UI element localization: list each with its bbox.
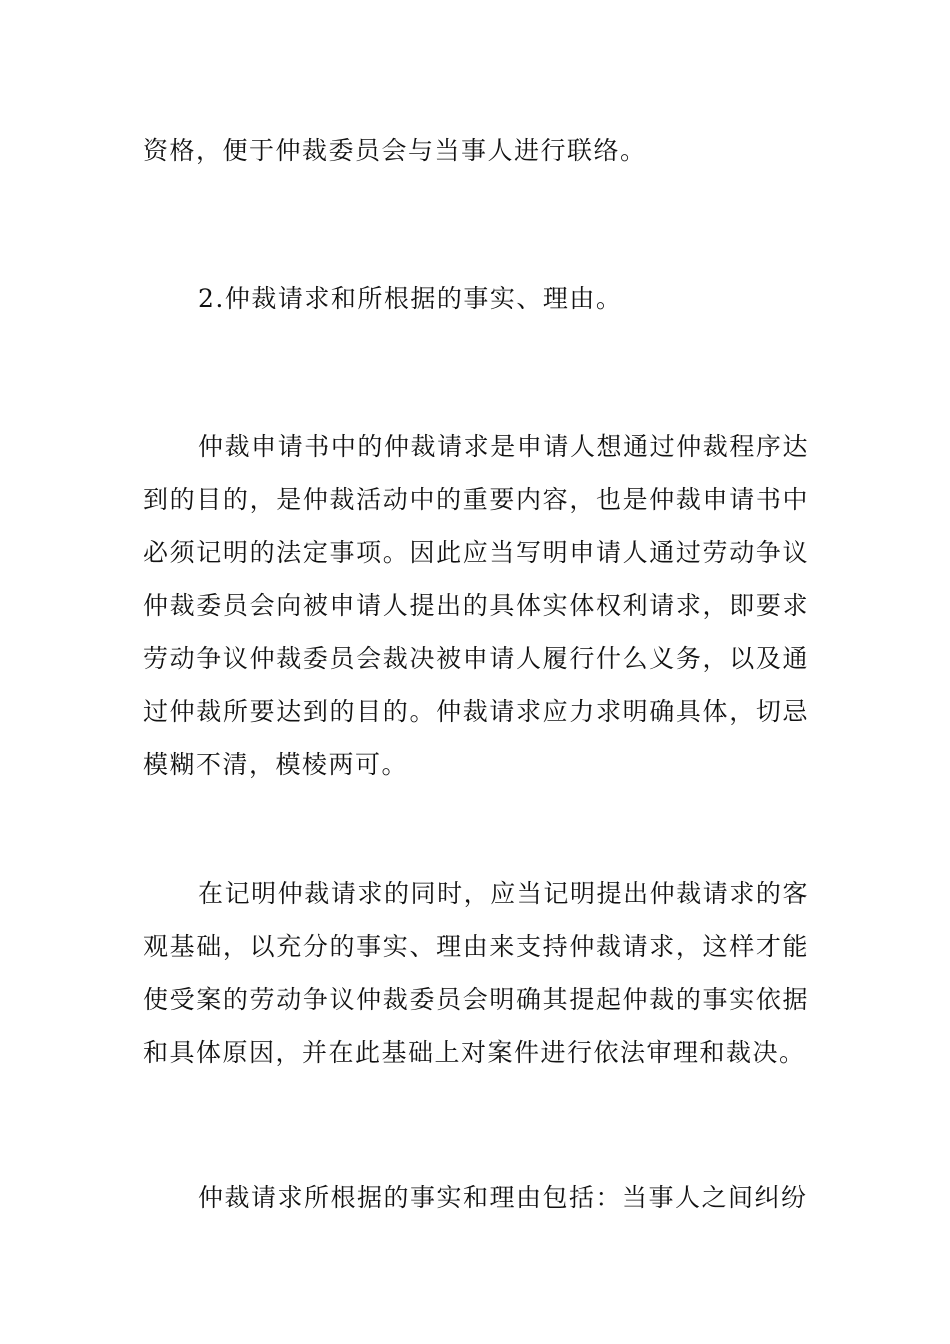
paragraph-objective-basis: 在记明仲裁请求的同时，应当记明提出仲裁请求的客观基础，以充分的事实、理由来支持仲裁请求，这样才能使受案的劳动争议仲裁委员会明确其提起仲裁的事实依据和具体原因，并在此基础上对案件进行依法审理和裁决。 bbox=[143, 879, 809, 1067]
paragraph-continuation: 资格，便于仲裁委员会与当事人进行联络。 bbox=[143, 136, 647, 165]
paragraph-arbitration-request: 仲裁申请书中的仲裁请求是申请人想通过仲裁程序达到的目的，是仲裁活动中的重要内容，也是仲裁申请书中必须记明的法定事项。因此应当写明申请人通过劳动争议仲裁委员会向被申请人提出的具体实体权利请求，即要求劳动争议仲裁委员会裁决被申请人履行什么义务，以及通过仲裁所要达到的目的。仲裁请求应力求明确具体，切忌模糊不清，模棱两可。 bbox=[143, 432, 809, 779]
paragraph-facts-and-reasons: 仲裁请求所根据的事实和理由包括：当事人之间纠纷 bbox=[198, 1183, 808, 1212]
section-heading: 2.仲裁请求和所根据的事实、理由。 bbox=[198, 284, 623, 313]
